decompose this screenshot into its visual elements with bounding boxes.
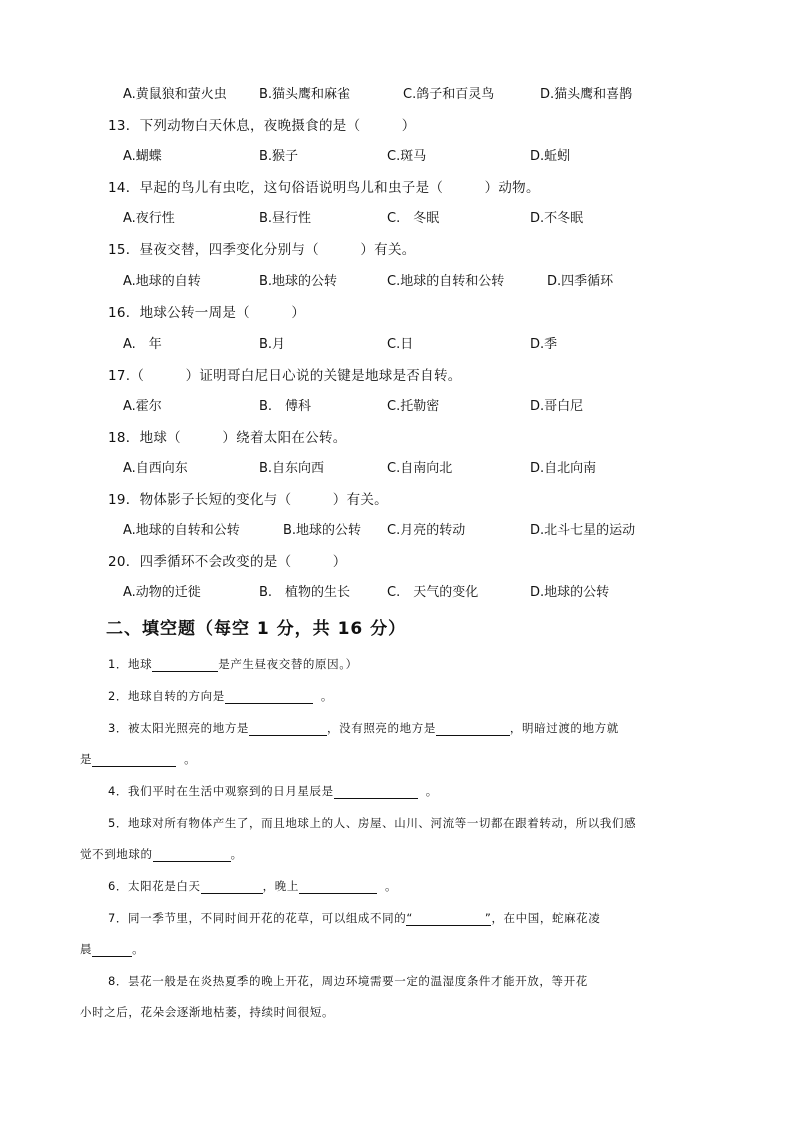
q20-option-d[interactable]: D.地球的公转 — [530, 585, 610, 600]
q17-stem: 17.（ ）证明哥白尼日心说的关键是地球是否自转。 — [108, 368, 462, 384]
q19-stem: 19．物体影子长短的变化与（ ）有关。 — [108, 492, 388, 508]
q13-option-c[interactable]: C.斑马 — [387, 149, 427, 164]
fill-7-blank-1[interactable] — [413, 913, 485, 926]
fill-6-text-a: 6．太阳花是白天 — [108, 879, 201, 893]
section-title-fill-blank: 二、填空题（每空 1 分，共 16 分） — [106, 619, 407, 639]
fill-item-7-cont — [80, 941, 144, 957]
q20-option-b[interactable]: B. 植物的生长 — [259, 585, 351, 600]
q15-option-b[interactable]: B.地球的公转 — [259, 274, 338, 289]
q19-option-b[interactable]: B.地球的公转 — [283, 523, 362, 538]
fill-item-2 — [108, 688, 333, 704]
q20-option-a[interactable]: A.动物的迁徙 — [123, 585, 201, 600]
q19-option-d[interactable]: D.北斗七星的运动 — [530, 523, 636, 538]
fill-2-text-b: 。 — [320, 689, 333, 703]
fill-2-text-a: 2．地球自转的方向是 — [108, 689, 225, 703]
q18-option-a[interactable]: A.自西向东 — [123, 461, 188, 476]
fill-item-1 — [108, 656, 358, 672]
q14-option-c[interactable]: C. 冬眠 — [387, 211, 440, 226]
fill-6-blank-2[interactable] — [299, 881, 377, 894]
fill-5-text-c: 。 — [230, 847, 243, 861]
fill-6-text-c: 。 — [384, 879, 398, 893]
fill-1-text-a: 1．地球 — [108, 657, 153, 671]
fill-5-text-b: 觉不到地球的 — [80, 847, 153, 861]
fill-item-8-cont — [80, 1004, 334, 1020]
q12-option-c[interactable]: C.鸽子和百灵鸟 — [403, 87, 495, 102]
q19-option-a[interactable]: A.地球的自转和公转 — [123, 523, 240, 538]
q13-option-d[interactable]: D.蚯蚓 — [530, 149, 571, 164]
q18-option-d[interactable]: D.自北向南 — [530, 461, 597, 476]
fill-item-3 — [108, 720, 619, 736]
fill-6-text-b: ，晚上 — [262, 879, 299, 893]
fill-5-text-a: 5．地球对所有物体产生了，而且地球上的人、房屋、山川、河流等一切都在跟着转动，所以我们感 — [108, 816, 637, 830]
fill-7-quote-open: “ — [406, 911, 413, 925]
fill-2-blank[interactable] — [225, 691, 313, 704]
q15-option-a[interactable]: A.地球的自转 — [123, 274, 201, 289]
fill-item-5 — [108, 815, 636, 831]
fill-8-text-b: 小时之后，花朵会逐渐地枯萎，持续时间很短。 — [80, 1005, 335, 1019]
q16-option-d[interactable]: D.季 — [530, 337, 558, 352]
fill-item-3-cont — [80, 751, 196, 767]
q19-option-c[interactable]: C.月亮的转动 — [387, 523, 466, 538]
fill-1-text-b: 是产生昼夜交替的原因。） — [218, 657, 358, 671]
fill-item-6 — [108, 878, 397, 894]
fill-3-text-b: ，没有照亮的地方是 — [327, 721, 436, 735]
q15-option-d[interactable]: D.四季循环 — [547, 274, 614, 289]
fill-4-text-a: 4．我们平时在生活中观察到的日月星辰是 — [108, 784, 334, 798]
fill-7-text-d: 。 — [132, 942, 145, 956]
fill-3-blank-3[interactable] — [92, 754, 176, 767]
q14-stem: 14．早起的鸟儿有虫吃，这句俗语说明鸟儿和虫子是（ ）动物。 — [108, 180, 540, 196]
fill-3-text-e: 。 — [184, 752, 197, 766]
q15-stem: 15．昼夜交替，四季变化分别与（ ）有关。 — [108, 242, 416, 258]
q17-option-a[interactable]: A.霍尔 — [123, 399, 162, 414]
q12-option-d[interactable]: D.猫头鹰和喜鹊 — [540, 87, 633, 102]
q13-option-a[interactable]: A.蝴蝶 — [123, 149, 162, 164]
q15-option-c[interactable]: C.地球的自转和公转 — [387, 274, 505, 289]
fill-4-blank[interactable] — [334, 786, 418, 799]
fill-item-7 — [108, 910, 600, 926]
fill-3-text-a: 3．被太阳光照亮的地方是 — [108, 721, 250, 735]
fill-7-text-c: 晨 — [80, 942, 93, 956]
q18-option-c[interactable]: C.自南向北 — [387, 461, 453, 476]
q14-option-b[interactable]: B.昼行性 — [259, 211, 312, 226]
q13-option-b[interactable]: B.猴子 — [259, 149, 299, 164]
fill-item-8 — [108, 973, 588, 989]
fill-7-text-b: ，在中国，蛇麻花凌 — [491, 911, 601, 925]
fill-item-5-cont — [80, 846, 243, 862]
q16-stem: 16．地球公转一周是（ ） — [108, 305, 306, 321]
fill-7-quote-close: ” — [484, 911, 492, 925]
fill-7-text-a: 7．同一季节里，不同时间开花的花草，可以组成不同的 — [108, 911, 407, 925]
fill-6-blank-1[interactable] — [201, 881, 263, 894]
q12-option-b[interactable]: B.猫头鹰和麻雀 — [259, 87, 351, 102]
q14-option-a[interactable]: A.夜行性 — [123, 211, 175, 226]
fill-3-text-d: 是 — [80, 752, 93, 766]
q16-option-c[interactable]: C.日 — [387, 337, 414, 352]
q17-option-b[interactable]: B. 傅科 — [259, 399, 312, 414]
fill-5-blank[interactable] — [153, 849, 231, 862]
q18-option-b[interactable]: B.自东向西 — [259, 461, 325, 476]
fill-3-blank-1[interactable] — [249, 723, 327, 736]
fill-7-blank-2[interactable] — [92, 944, 132, 957]
fill-3-blank-2[interactable] — [436, 723, 510, 736]
q13-stem: 13．下列动物白天休息，夜晚摄食的是（ ） — [108, 118, 416, 134]
q18-stem: 18．地球（ ）绕着太阳在公转。 — [108, 430, 347, 446]
q20-stem: 20．四季循环不会改变的是（ ） — [108, 554, 347, 570]
fill-item-4 — [108, 783, 438, 799]
fill-3-text-c: ，明暗过渡的地方就 — [509, 721, 619, 735]
q17-option-d[interactable]: D.哥白尼 — [530, 399, 584, 414]
fill-4-text-b: 。 — [425, 784, 438, 798]
q12-option-a[interactable]: A.黄鼠狼和萤火虫 — [123, 87, 227, 102]
fill-8-text-a: 8．昙花一般是在炎热夏季的晚上开花，周边环境需要一定的温湿度条件才能开放，等开花 — [108, 974, 588, 988]
q17-option-c[interactable]: C.托勒密 — [387, 399, 440, 414]
fill-1-blank[interactable] — [152, 659, 218, 672]
q16-option-b[interactable]: B.月 — [259, 337, 286, 352]
q16-option-a[interactable]: A. 年 — [123, 337, 162, 352]
q14-option-d[interactable]: D.不冬眠 — [530, 211, 584, 226]
q20-option-c[interactable]: C. 天气的变化 — [387, 585, 479, 600]
